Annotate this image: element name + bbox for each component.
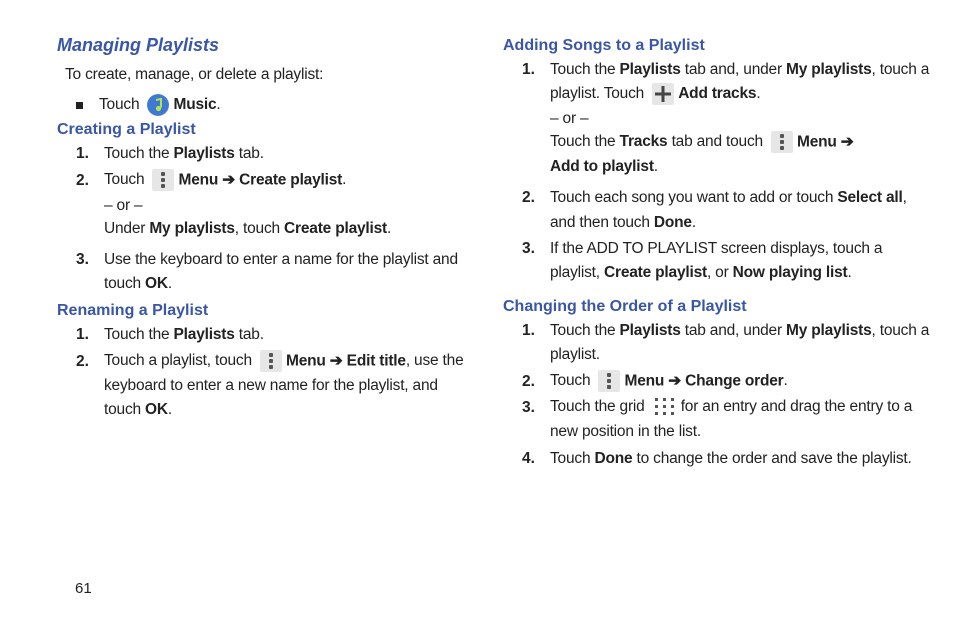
adding-step1-line2: playlist. Touch Add tracks. xyxy=(550,83,760,105)
order-step2: Touch Menu ➔ Change order. xyxy=(550,370,788,392)
creating-under: Under My playlists, touch Create playlist. xyxy=(104,220,392,237)
adding-alt-line1: Touch the Tracks tab and touch Menu ➔ xyxy=(550,131,854,153)
step-number: 1. xyxy=(522,61,535,78)
or-separator: – or – xyxy=(104,197,143,214)
creating-step1: Touch the Playlists tab. xyxy=(104,145,264,162)
step-number: 3. xyxy=(522,399,535,416)
adding-step3-line2: playlist, Create playlist, or Now playing list. xyxy=(550,264,852,281)
step-number: 3. xyxy=(522,240,535,257)
adding-step3-line1: If the ADD TO PLAYLIST screen displays, touch a xyxy=(550,240,883,257)
step-number: 2. xyxy=(76,172,89,189)
renaming-step1: Touch the Playlists tab. xyxy=(104,326,264,343)
order-step1-line2: playlist. xyxy=(550,346,600,363)
music-icon xyxy=(147,94,169,116)
menu-icon xyxy=(152,169,174,191)
heading-order: Changing the Order of a Playlist xyxy=(503,298,747,315)
creating-step2: Touch Menu ➔ Create playlist. xyxy=(104,169,346,191)
adding-alt-line2: Add to playlist. xyxy=(550,158,658,175)
order-step4: Touch Done to change the order and save the playlist. xyxy=(550,450,912,467)
step-number: 4. xyxy=(522,450,535,467)
bullet-square-icon xyxy=(76,102,83,109)
step-number: 2. xyxy=(522,373,535,390)
adding-step1-line1: Touch the Playlists tab and, under My playlists, touch a xyxy=(550,61,930,78)
plus-icon xyxy=(652,83,674,105)
grid-icon xyxy=(653,396,677,418)
creating-step3-line1: Use the keyboard to enter a name for the playlist and xyxy=(104,251,458,268)
step-number: 2. xyxy=(522,189,535,206)
renaming-step2-line3: touch OK. xyxy=(104,401,172,418)
order-step3-line1: Touch the grid for an entry and drag the entry to a xyxy=(550,396,912,418)
adding-step2-line2: and then touch Done. xyxy=(550,214,696,231)
renaming-step2-line2: keyboard to enter a new name for the playlist, and xyxy=(104,377,438,394)
step-number: 1. xyxy=(76,326,89,343)
intro-text: To create, manage, or delete a playlist: xyxy=(65,66,324,83)
heading-adding: Adding Songs to a Playlist xyxy=(503,37,705,54)
step-number: 1. xyxy=(76,145,89,162)
page-number: 61 xyxy=(75,580,92,597)
heading-renaming: Renaming a Playlist xyxy=(57,302,209,319)
bullet-music: Touch Music. xyxy=(76,94,221,116)
or-separator: – or – xyxy=(550,110,589,127)
creating-step3-line2: touch OK. xyxy=(104,275,172,292)
menu-icon xyxy=(260,350,282,372)
step-number: 2. xyxy=(76,353,89,370)
adding-step2-line1: Touch each song you want to add or touch Select all, xyxy=(550,189,907,206)
step-number: 3. xyxy=(76,251,89,268)
heading-creating: Creating a Playlist xyxy=(57,121,196,138)
menu-icon xyxy=(598,370,620,392)
order-step1-line1: Touch the Playlists tab and, under My playlists, touch a xyxy=(550,322,930,339)
page-title: Managing Playlists xyxy=(57,35,220,55)
renaming-step2: Touch a playlist, touch Menu ➔ Edit title, use the xyxy=(104,350,464,372)
step-number: 1. xyxy=(522,322,535,339)
menu-icon xyxy=(771,131,793,153)
order-step3-line2: new position in the list. xyxy=(550,423,701,440)
